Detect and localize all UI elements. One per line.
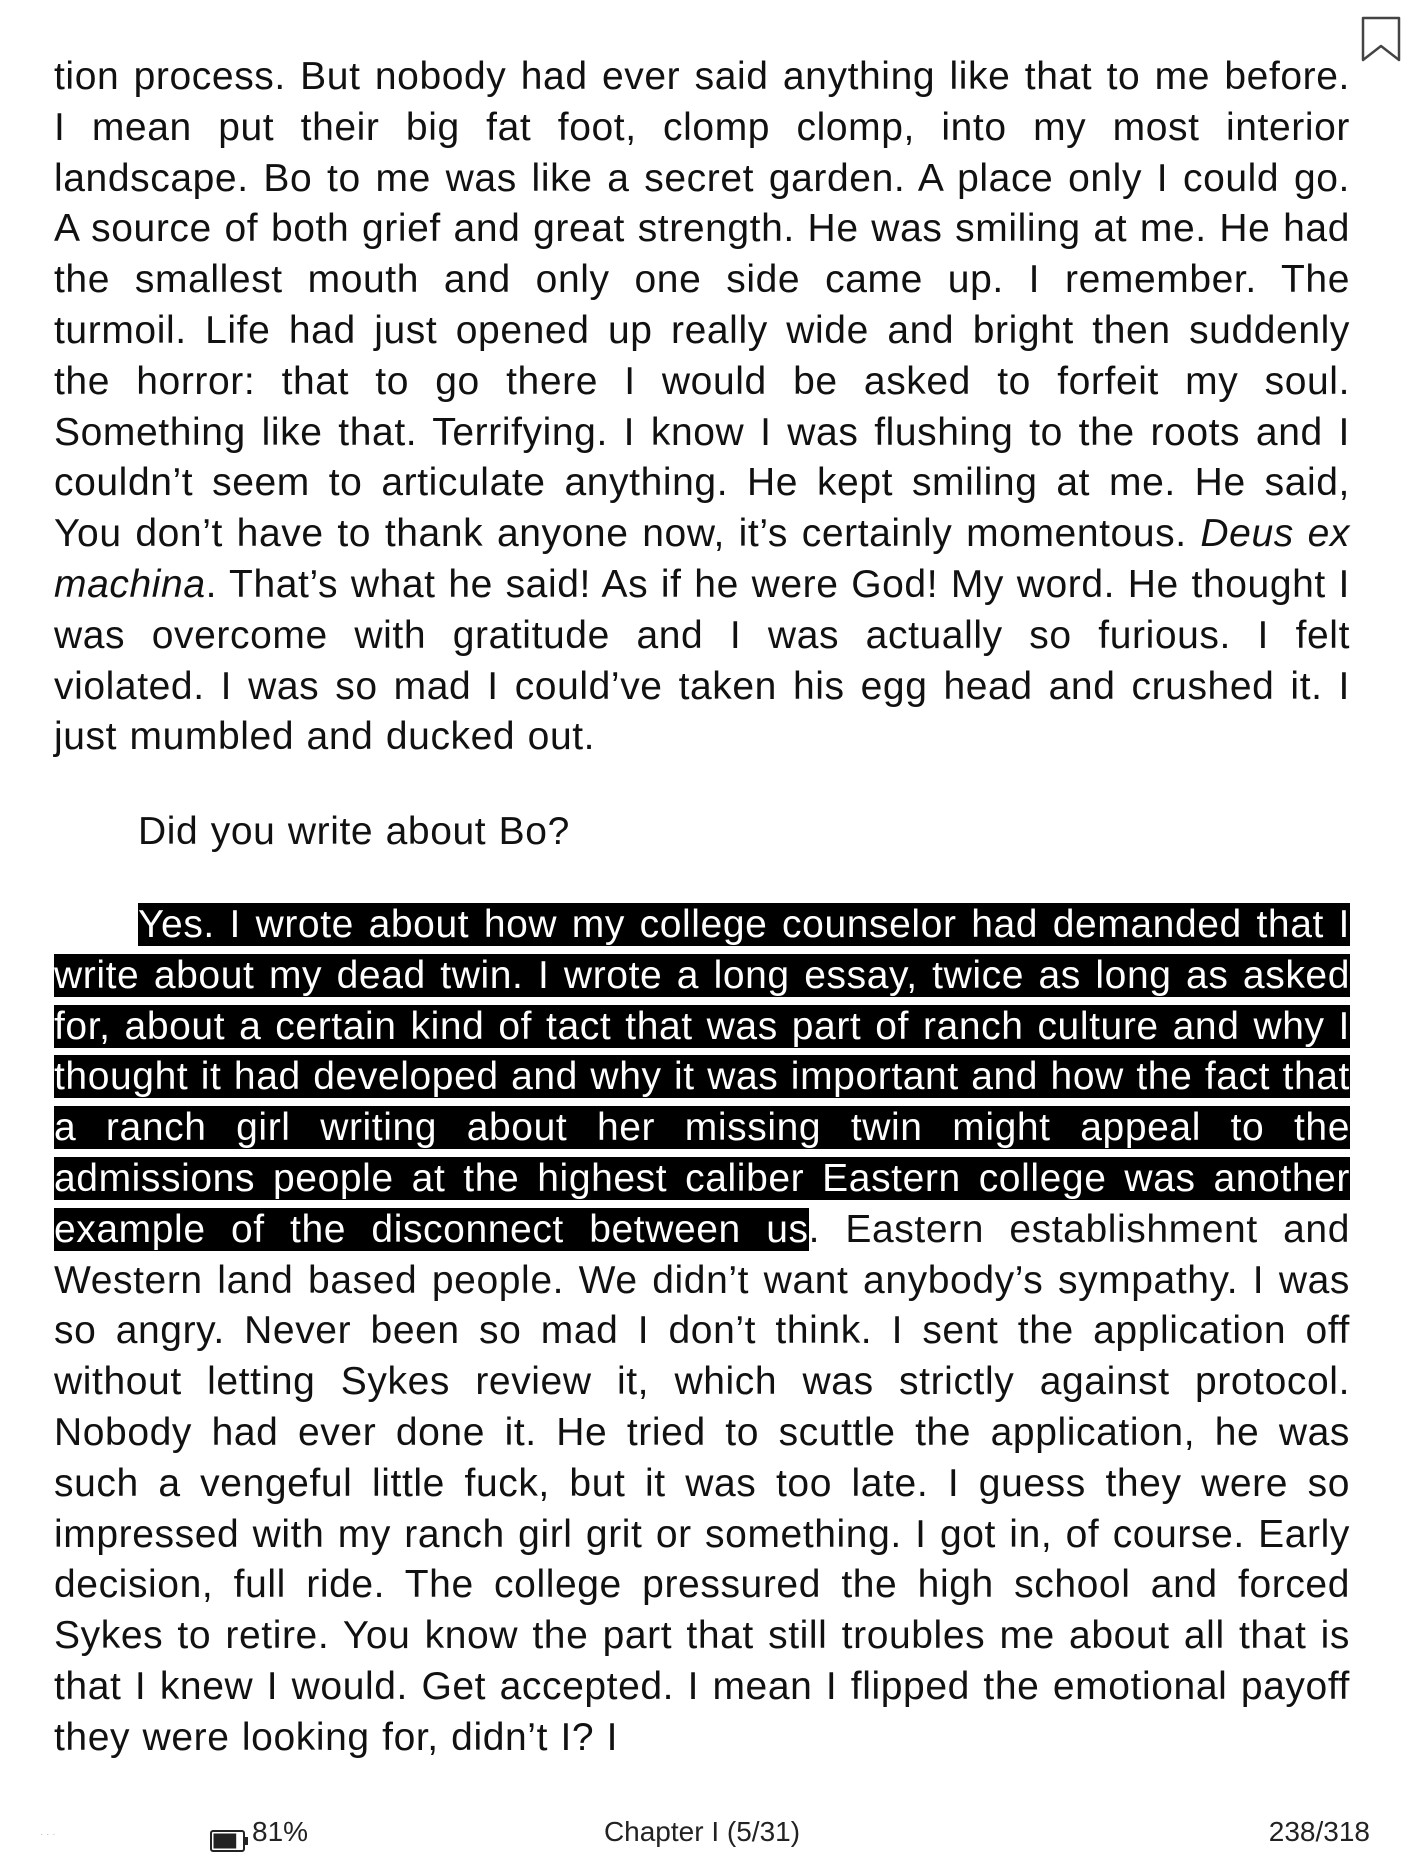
paragraph-continuation [54,52,1350,763]
status-bar [0,1810,1404,1854]
page-number[interactable]: 238/318 [1268,1816,1370,1847]
italic-phrase: Deus ex machina [54,512,1350,606]
highlighted-text-selection[interactable]: Yes. I wrote about how my college counselor had demanded that I write about my dead twin. I wrote a long essay, twice as long as asked for, about a certain kind of tact that was part of ranch culture and why I thought it had developed and why it was important and how the fact that a ranch girl writing about her missing twin might appeal to the admissions people at the highest caliber Eastern college was another example of the disconnect between us [54,902,1350,1251]
chapter-indicator[interactable]: Chapter I (5/31) [603,1816,801,1847]
answer-paragraph [54,900,1350,1764]
paragraph-text-end: . That’s what he said! As if he were God! My word. He thought I was overcome with gratitude and I was actually so furious. I felt violated. I was so mad I could’ve taken his egg head and crushed it. I just mumbled and ducked out. [54,562,1350,759]
reader-page[interactable] [54,52,1350,1764]
status-dots: · · · [40,1829,56,1840]
question-paragraph: Did you write about Bo? [138,810,570,854]
battery-percent: 81% [252,1816,309,1847]
paragraph-text: tion process. But nobody had ever said anything like that to me before. I mean put their big fat foot, clomp clomp, into my most interior landscape. Bo to me was like a secret garden. A place only I could go. A source of both grief and great strength. He was smiling at me. He had the smallest mouth and only one side came up. I remember. The turmoil. Life had just opened up really wide and bright then suddenly the horror: that to go there I would be asked to forfeit my soul. Something like that. Terrifying. I know I was flushing to the roots and I couldn’t seem to articulate anything. He kept smiling at me. He said, You don’t have to thank anyone now, it’s certainly momentous. [54,55,1350,556]
answer-text: . Eastern establishment and Western land based people. We didn’t want anybody’s sympathy. I was so angry. Never been so mad I don’t think. I sent the application off without letting Sykes review it, which was strictly against protocol. Nobody had ever done it. He tried to scuttle the application, he was such a vengeful little fuck, but it was too late. I guess they were so impressed with my ranch girl grit or something. I got in, of course. Early decision, full ride. The college pressured the high school and forced Sykes to retire. You know the part that still troubles me about all that is that I knew I would. Get accepted. I mean I flipped the emotional payoff they were looking for, didn’t I? I [54,1207,1350,1759]
bookmark-icon[interactable] [1360,16,1402,62]
